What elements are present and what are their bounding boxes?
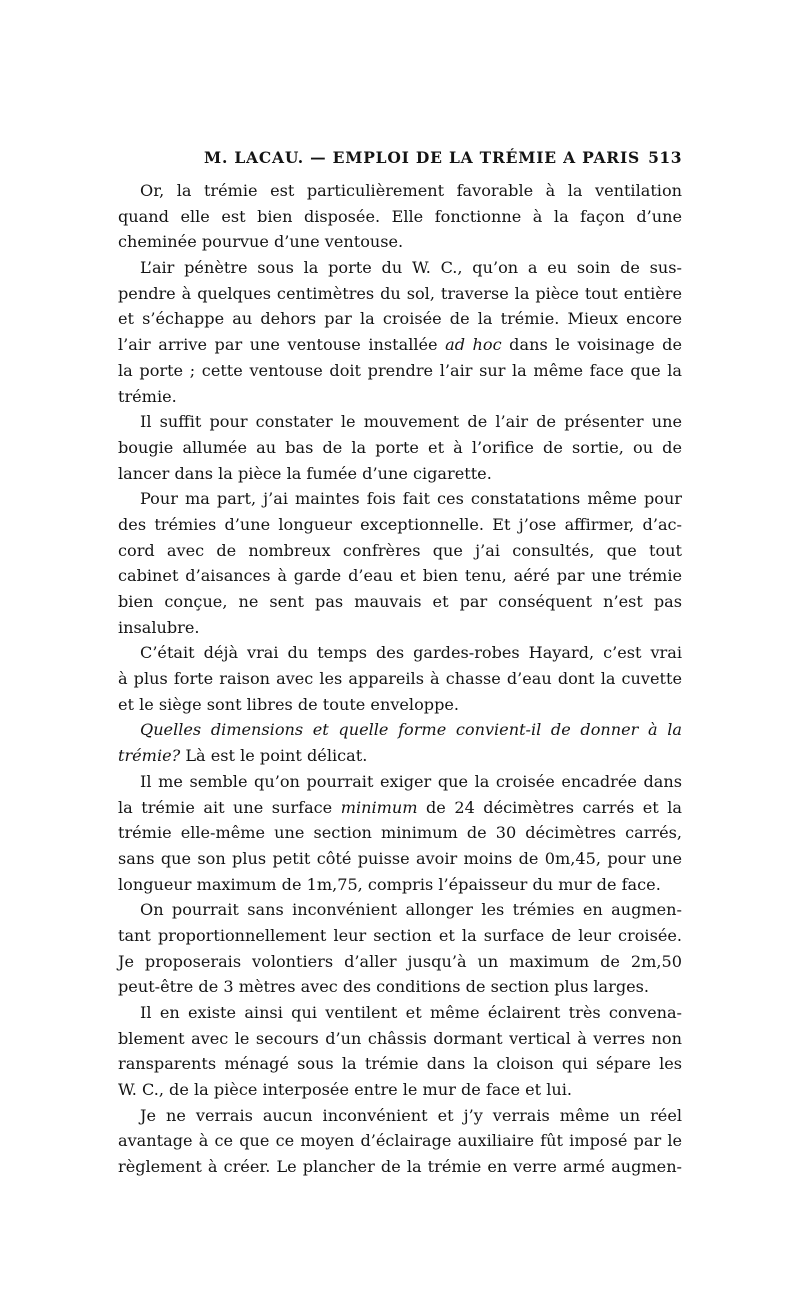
text-line: bien conçue, ne sent pas mauvais et par conséquent n’est pas	[118, 592, 682, 611]
text-line: W. C., de la pièce interposée entre le mur de face et lui.	[118, 1080, 573, 1100]
italic-phrase: minimum	[340, 797, 418, 817]
text-line: Je ne verrais aucun inconvénient et j’y verrais même un réel	[140, 1105, 682, 1125]
text-line: insalubre.	[118, 617, 200, 637]
running-title: M. LACAU. — EMPLOI DE LA TRÉMIE A PARIS	[204, 148, 641, 167]
text-line: trémie.	[118, 386, 177, 406]
text-line: l’air arrive par une ventouse installée ad hoc dans le voisinage de	[118, 335, 682, 355]
italic-phrase: Quelles dimensions et quelle forme convient-il de donner à la	[140, 720, 682, 740]
running-head	[118, 148, 682, 174]
text-line: lancer dans la pièce la fumée d’une cigarette.	[118, 463, 492, 483]
text-line: règlement à créer. Le plancher de la trémie en verre armé augmen-	[118, 1157, 682, 1177]
text-line: pendre à quelques centimètres du sol, traverse la pièce tout entière	[118, 283, 682, 303]
text-line: Il me semble qu’on pourrait exiger que la croisée encadrée dans	[140, 771, 682, 791]
text-line: longueur maximum de 1m,75, compris l’épaisseur du mur de face.	[118, 874, 661, 894]
text-line: trémie elle-même une section minimum de 30 décimètres carrés,	[118, 823, 682, 843]
text-line: Pour ma part, j’ai maintes fois fait ces constatations même pour	[140, 489, 682, 509]
text-line: L’air pénètre sous la porte du W. C., qu’on a eu soin de sus-	[140, 258, 682, 278]
text-line: à plus forte raison avec les appareils à chasse d’eau dont la cuvette	[118, 669, 682, 689]
text-line: la porte ; cette ventouse doit prendre l’air sur la même face que la	[118, 360, 682, 380]
text-line: Il en existe ainsi qui ventilent et même éclairent très convena-	[140, 1003, 682, 1022]
text-line: Il suffit pour constater le mouvement de l’air de présenter une	[140, 412, 682, 432]
text-line: C’était déjà vrai du temps des gardes-robes Hayard, c’est vrai	[140, 643, 682, 663]
text-line: bougie allumée au bas de la porte et à l’orifice de sortie, ou de	[118, 437, 682, 457]
text-line: peut-être de 3 mètres avec des conditions de section plus larges.	[118, 977, 650, 997]
text-line: des trémies d’une longueur exceptionnelle. Et j’ose affirmer, d’ac-	[118, 514, 682, 534]
text-line: et le siège sont libres de toute enveloppe.	[118, 694, 460, 714]
text-line: cheminée pourvue d’une ventouse.	[118, 232, 404, 252]
text-line: avantage à ce que ce moyen d’éclairage auxiliaire fût imposé par le	[118, 1131, 682, 1151]
text-line: cord avec de nombreux confrères que j’ai consultés, que tout	[118, 540, 682, 560]
text-line: trémie? Là est le point délicat.	[118, 746, 368, 766]
text-line: la trémie ait une surface minimum de 24 décimètres carrés et la	[118, 797, 683, 817]
text-line	[118, 717, 682, 743]
text-line: Or, la trémie est particulièrement favorable à la ventilation	[140, 181, 682, 200]
italic-phrase: ad hoc	[445, 335, 502, 355]
text-line: Je proposerais volontiers d’aller jusqu’à un maximum de 2m,50	[118, 951, 682, 971]
text-line: blement avec le secours d’un châssis dormant vertical à verres non	[118, 1028, 682, 1048]
text-line: cabinet d’aisances à garde d’eau et bien tenu, aéré par une trémie	[118, 566, 682, 586]
text-line: tant proportionnellement leur section et la surface de leur croisée.	[118, 925, 682, 945]
italic-phrase: trémie?	[118, 746, 181, 766]
text-line: ransparents ménagé sous la trémie dans la cloison qui sépare les	[118, 1054, 682, 1074]
body-text	[118, 178, 682, 1180]
text-line: quand elle est bien disposée. Elle fonctionne à la façon d’une	[118, 206, 682, 226]
text-line: sans que son plus petit côté puisse avoir moins de 0m,45, pour une	[118, 848, 682, 868]
text-line: et s’échappe au dehors par la croisée de la trémie. Mieux encore	[118, 309, 682, 329]
page-number: 513	[648, 148, 682, 167]
text-line: On pourrait sans inconvénient allonger les trémies en augmen-	[140, 900, 682, 920]
